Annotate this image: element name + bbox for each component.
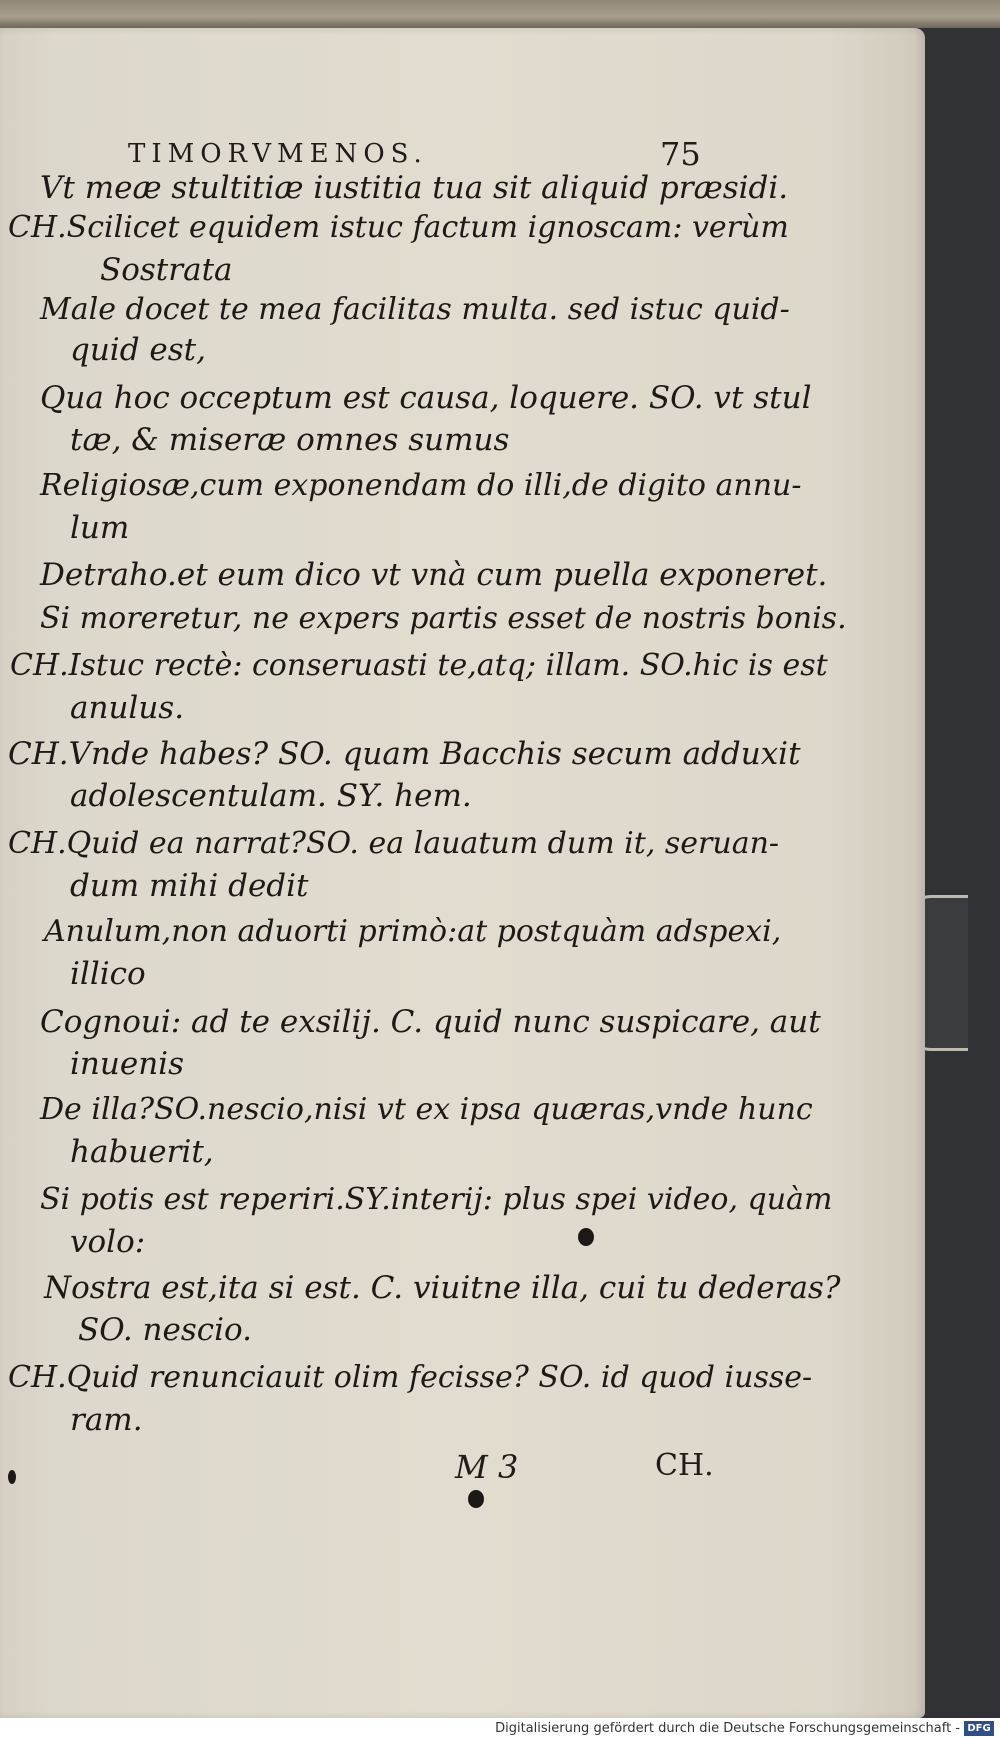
text-line: SO. nescio. [78,1312,253,1348]
running-title: TIMORVMENOS. [128,139,428,169]
book-binding-strip [0,0,1000,28]
text-line: Male docet te mea facilitas multa. sed istuc quid- [40,292,790,327]
text-line: anulus. [70,690,185,726]
credit-text: Digitalisierung gefördert durch die Deutsche Forschungsgemeinschaft - [495,1721,960,1736]
text-line: inuenis [70,1046,184,1082]
text-line: Qua hoc occeptum est causa, loquere. SO. vt stul [40,380,812,416]
dfg-logo-icon: DFG [964,1721,994,1736]
ink-spot [578,1228,594,1246]
text-line: volo: [70,1224,146,1260]
text-line: Sostrata [100,252,233,288]
text-line: Si moreretur, ne expers partis esset de nostris bonis. [40,601,847,636]
text-line: Si potis est reperiri.SY.interij: plus spei video, quàm [40,1182,833,1217]
text-line: De illa?SO.nescio,nisi vt ex ipsa quæras,vnde hunc [40,1092,813,1127]
text-line: Anulum,non aduorti primò:at postquàm adspexi, [44,914,782,949]
text-line: CH.Vnde habes? SO. quam Bacchis secum adduxit [8,736,801,772]
text-line: quid est, [70,332,206,368]
text-line: CH.Quid renunciauit olim fecisse? SO. id quod iusse- [8,1360,813,1395]
text-line: lum [70,510,130,546]
text-line: habuerit, [70,1134,214,1170]
text-line: Nostra est,ita si est. C. viuitne illa, cui tu dederas? [44,1270,841,1306]
book-page [0,28,925,1718]
text-line: tæ, & miseræ omnes sumus [70,422,510,458]
text-line: adolescentulam. SY. hem. [70,778,472,814]
text-line: CH.Istuc rectè: conseruasti te,atq; illam. SO.hic is est [10,648,828,683]
text-line: Detraho.et eum dico vt vnà cum puella exponeret. [40,557,828,593]
text-line: CH.Quid ea narrat?SO. ea lauatum dum it, seruan- [8,826,780,861]
text-line: Religiosæ,cum exponendam do illi,de digito annu- [40,468,802,503]
text-line: illico [70,956,146,992]
signature-mark: M 3 [455,1448,519,1486]
credit-bar [0,1718,1000,1740]
text-line: Vt meæ stultitiæ iustitia tua sit aliquid præsidi. [40,170,789,206]
text-line: dum mihi dedit [70,868,309,904]
catchword: CH. [655,1448,714,1483]
text-line: Cognoui: ad te exsilij. C. quid nunc suspicare, aut [40,1004,821,1040]
text-line: ram. [70,1402,143,1438]
page-number: 75 [660,135,701,173]
text-line: CH.Scilicet equidem istuc factum ignoscam: verùm [8,210,789,245]
ink-spot [8,1470,16,1484]
ink-spot [468,1490,484,1508]
